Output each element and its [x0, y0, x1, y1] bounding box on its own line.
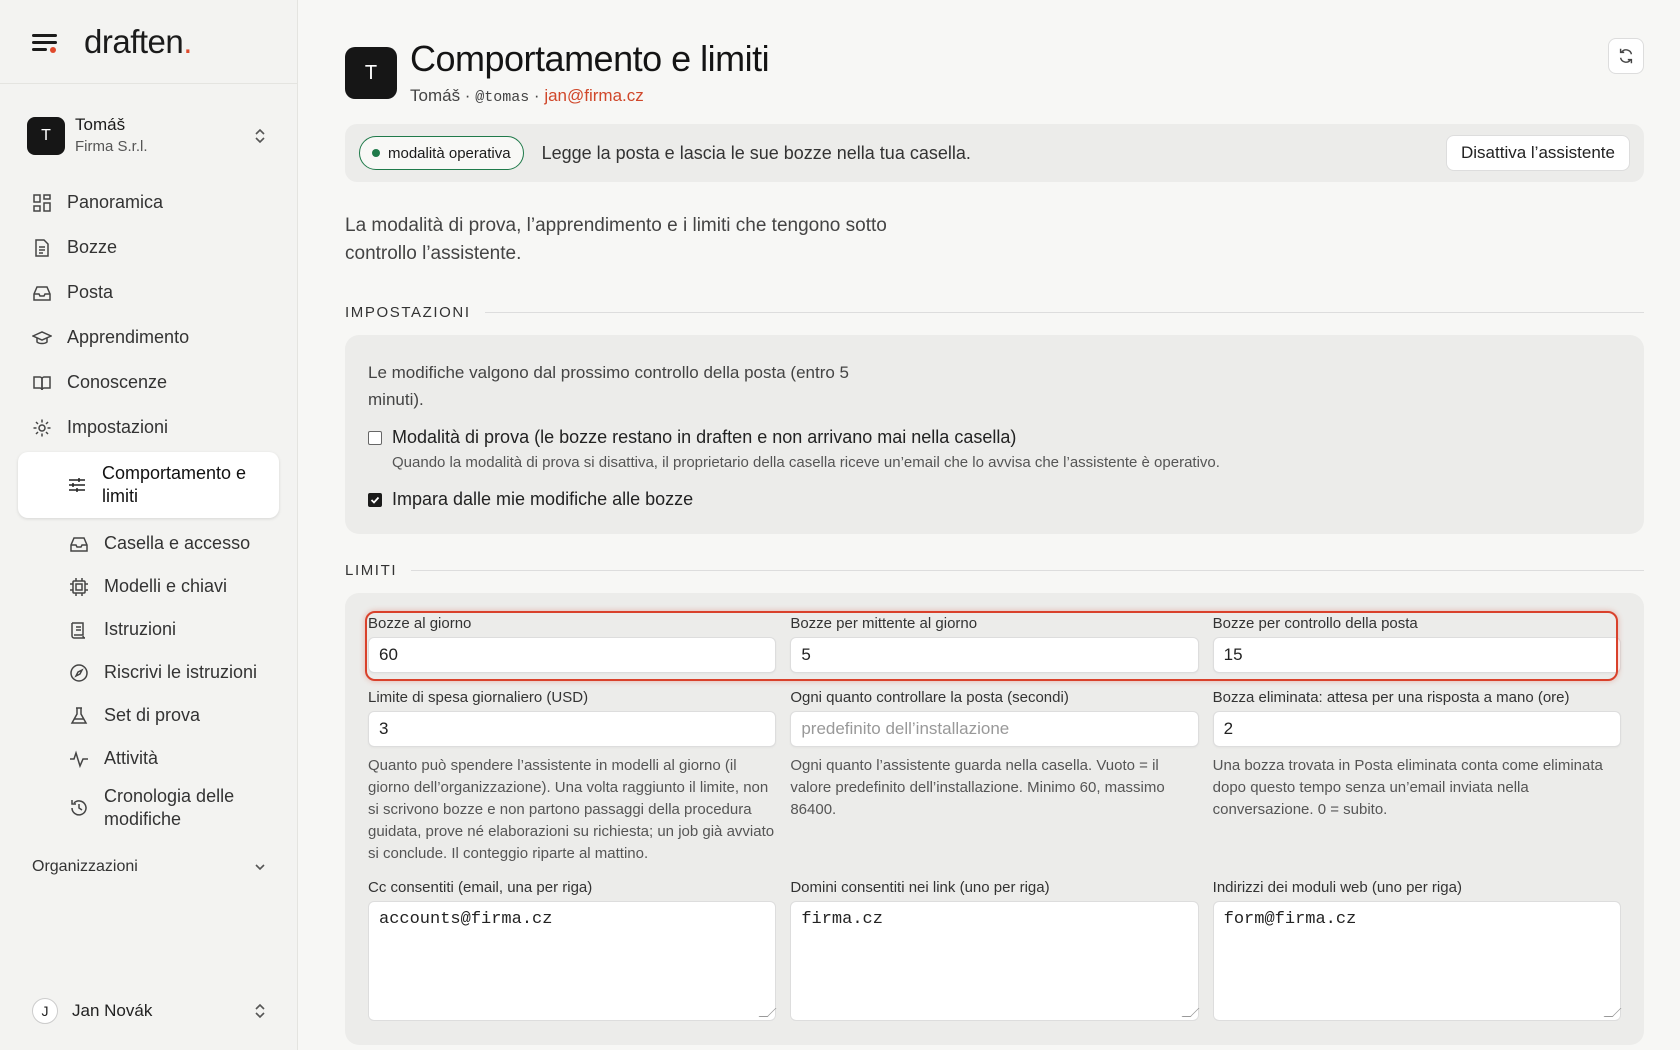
refresh-icon — [1617, 47, 1635, 65]
page-title: Comportamento e limiti — [410, 38, 770, 79]
sidebar-item-history[interactable]: Cronologia delle modifiche — [18, 780, 279, 836]
limits-panel — [345, 593, 1644, 1045]
chevron-down-icon — [253, 862, 267, 872]
web-forms-field: Indirizzi dei moduli web (uno per riga) form@firma.cz — [1213, 879, 1621, 1021]
sidebar-item-knowledge[interactable]: Conoscenze — [18, 360, 279, 405]
sidebar-nav — [0, 180, 297, 836]
history-icon — [69, 798, 89, 818]
sliders-icon — [67, 475, 87, 495]
link-domains-field: Domini consentiti nei link (uno per riga) firma.cz — [790, 879, 1198, 1021]
deleted-wait-help: Una bozza trovata in Posta eliminata conta come eliminata dopo questo tempo senza un’email inviata nella conversazione. 0 = subito. — [1212, 757, 1603, 818]
test-mode-checkbox[interactable] — [368, 431, 382, 445]
deactivate-assistant-button[interactable]: Disattiva l’assistente — [1446, 135, 1630, 171]
main-content — [298, 0, 1680, 1050]
drafts-per-check-input[interactable]: 15 — [1213, 637, 1621, 673]
account-avatar: T — [27, 117, 65, 155]
limits-section-heading: LIMITI — [345, 562, 1644, 579]
deleted-wait-input[interactable]: 2 — [1213, 711, 1621, 747]
gear-icon — [32, 418, 52, 438]
refresh-button[interactable] — [1608, 38, 1644, 74]
settings-note: Le modifiche valgono dal prossimo controllo della posta (entro 5 minuti). — [368, 363, 849, 409]
menu-icon[interactable] — [32, 31, 60, 53]
drafts-per-day-input[interactable]: 60 — [368, 637, 776, 673]
check-icon — [370, 495, 380, 505]
spend-limit-field: Limite di spesa giornaliero (USD) 3 Quanto può spendere l’assistente in modelli al giorno (il giorno dell’organizzazione). Una volta raggiunto il limite, non si scrivono bozze e non partono passaggi della procedura guidata, prove né elaborazioni su richiesta; un job già avviato si conclude. Il conteggio riparte al mattino. — [368, 689, 776, 865]
account-name: Tomáš — [75, 115, 126, 134]
poll-interval-help: Ogni quanto l’assistente guarda nella casella. Vuoto = il valore predefinito dell’installazione. Minimo 60, massimo 86400. — [790, 757, 1165, 818]
sidebar — [0, 0, 298, 1050]
learn-checkbox-row[interactable]: Impara dalle mie modifiche alle bozze — [368, 489, 1621, 510]
assistant-status-bar — [345, 124, 1644, 182]
scroll-icon — [69, 620, 89, 640]
test-mode-checkbox-row[interactable]: Modalità di prova (le bozze restano in draften e non arrivano mai nella casella) — [368, 427, 1621, 448]
document-icon — [32, 238, 52, 258]
sidebar-item-mailbox[interactable]: Casella e accesso — [18, 522, 279, 565]
user-name: Jan Novák — [72, 1001, 153, 1020]
user-menu[interactable] — [32, 998, 267, 1024]
drafts-per-sender-input[interactable]: 5 — [790, 637, 1198, 673]
user-email-link[interactable]: jan@firma.cz — [544, 86, 644, 105]
inbox-icon — [32, 283, 52, 303]
activity-icon — [69, 749, 89, 769]
account-org: Firma S.r.l. — [75, 138, 148, 155]
settings-panel — [345, 335, 1644, 534]
drafts-per-check-field: Bozze per controllo della posta 15 — [1213, 615, 1621, 673]
sidebar-item-models[interactable]: Modelli e chiavi — [18, 565, 279, 608]
book-icon — [32, 373, 52, 393]
sidebar-item-activity[interactable]: Attività — [18, 737, 279, 780]
sidebar-item-drafts[interactable]: Bozze — [18, 225, 279, 270]
status-badge: modalità operativa — [359, 136, 524, 170]
grid-icon — [32, 193, 52, 213]
spend-limit-help: Quanto può spendere l’assistente in modelli al giorno (il giorno dell’organizzazione). Una volta raggiunto il limite, non si scrivono bozze e non partono passaggi della procedura guidata, prove né elaborazioni su richiesta; un job già avviato si conclude. Il conteggio riparte al mattino. — [368, 757, 775, 862]
sidebar-item-testset[interactable]: Set di prova — [18, 694, 279, 737]
test-mode-help: Quando la modalità di prova si disattiva, il proprietario della casella riceve un’email che lo avvisa che l’assistente è operativo. — [392, 454, 1220, 471]
poll-interval-input[interactable]: predefinito dell’installazione — [790, 711, 1198, 747]
sidebar-item-mail[interactable]: Posta — [18, 270, 279, 315]
organizations-toggle[interactable]: Organizzazioni — [32, 858, 267, 876]
status-text: Legge la posta e lascia le sue bozze nella tua casella. — [541, 142, 971, 163]
chip-icon — [69, 577, 89, 597]
compass-icon — [69, 663, 89, 683]
graduation-cap-icon — [32, 328, 52, 348]
sidebar-item-rewrite[interactable]: Riscrivi le istruzioni — [18, 651, 279, 694]
sidebar-item-instructions[interactable]: Istruzioni — [18, 608, 279, 651]
sidebar-item-overview[interactable]: Panoramica — [18, 180, 279, 225]
poll-interval-field: Ogni quanto controllare la posta (secondi) predefinito dell’installazione Ogni quanto l’assistente guarda nella casella. Vuoto = il valore predefinito dell’installazione. Minimo 60, massimo 86400. — [790, 689, 1198, 865]
page-intro: La modalità di prova, l’apprendimento e i limiti che tengono sotto controllo l’assistente. — [345, 215, 887, 264]
user-avatar: J — [32, 998, 58, 1024]
page-subtitle: Tomáš · @tomas · jan@firma.cz — [410, 86, 644, 106]
cc-allowed-field: Cc consentiti (email, una per riga) accounts@firma.cz — [368, 879, 776, 1021]
web-forms-textarea[interactable]: form@firma.cz — [1213, 901, 1621, 1021]
cc-allowed-textarea[interactable]: accounts@firma.cz — [368, 901, 776, 1021]
chevron-updown-icon — [253, 126, 267, 146]
sidebar-item-learning[interactable]: Apprendimento — [18, 315, 279, 360]
inbox-icon — [69, 534, 89, 554]
sidebar-item-settings[interactable]: Impostazioni — [18, 405, 279, 450]
spend-limit-input[interactable]: 3 — [368, 711, 776, 747]
user-handle: @tomas — [475, 89, 530, 106]
sidebar-item-behavior[interactable]: Comportamento e limiti — [18, 452, 279, 518]
settings-section-heading: IMPOSTAZIONI — [345, 304, 1644, 321]
page-header — [345, 36, 1644, 106]
link-domains-textarea[interactable]: firma.cz — [790, 901, 1198, 1021]
learn-checkbox[interactable] — [368, 493, 382, 507]
flask-icon — [69, 706, 89, 726]
deleted-wait-field: Bozza eliminata: attesa per una risposta a mano (ore) 2 Una bozza trovata in Posta eliminata conta come eliminata dopo questo tempo senza un’email inviata nella conversazione. 0 = subito. — [1213, 689, 1621, 865]
chevron-updown-icon — [253, 1001, 267, 1021]
drafts-per-day-field: Bozze al giorno 60 — [368, 615, 776, 673]
logo: draften. — [84, 22, 192, 60]
page-avatar: T — [345, 47, 397, 99]
drafts-per-sender-field: Bozze per mittente al giorno 5 — [790, 615, 1198, 673]
brand-bar — [0, 0, 297, 84]
account-switcher[interactable] — [27, 108, 275, 164]
